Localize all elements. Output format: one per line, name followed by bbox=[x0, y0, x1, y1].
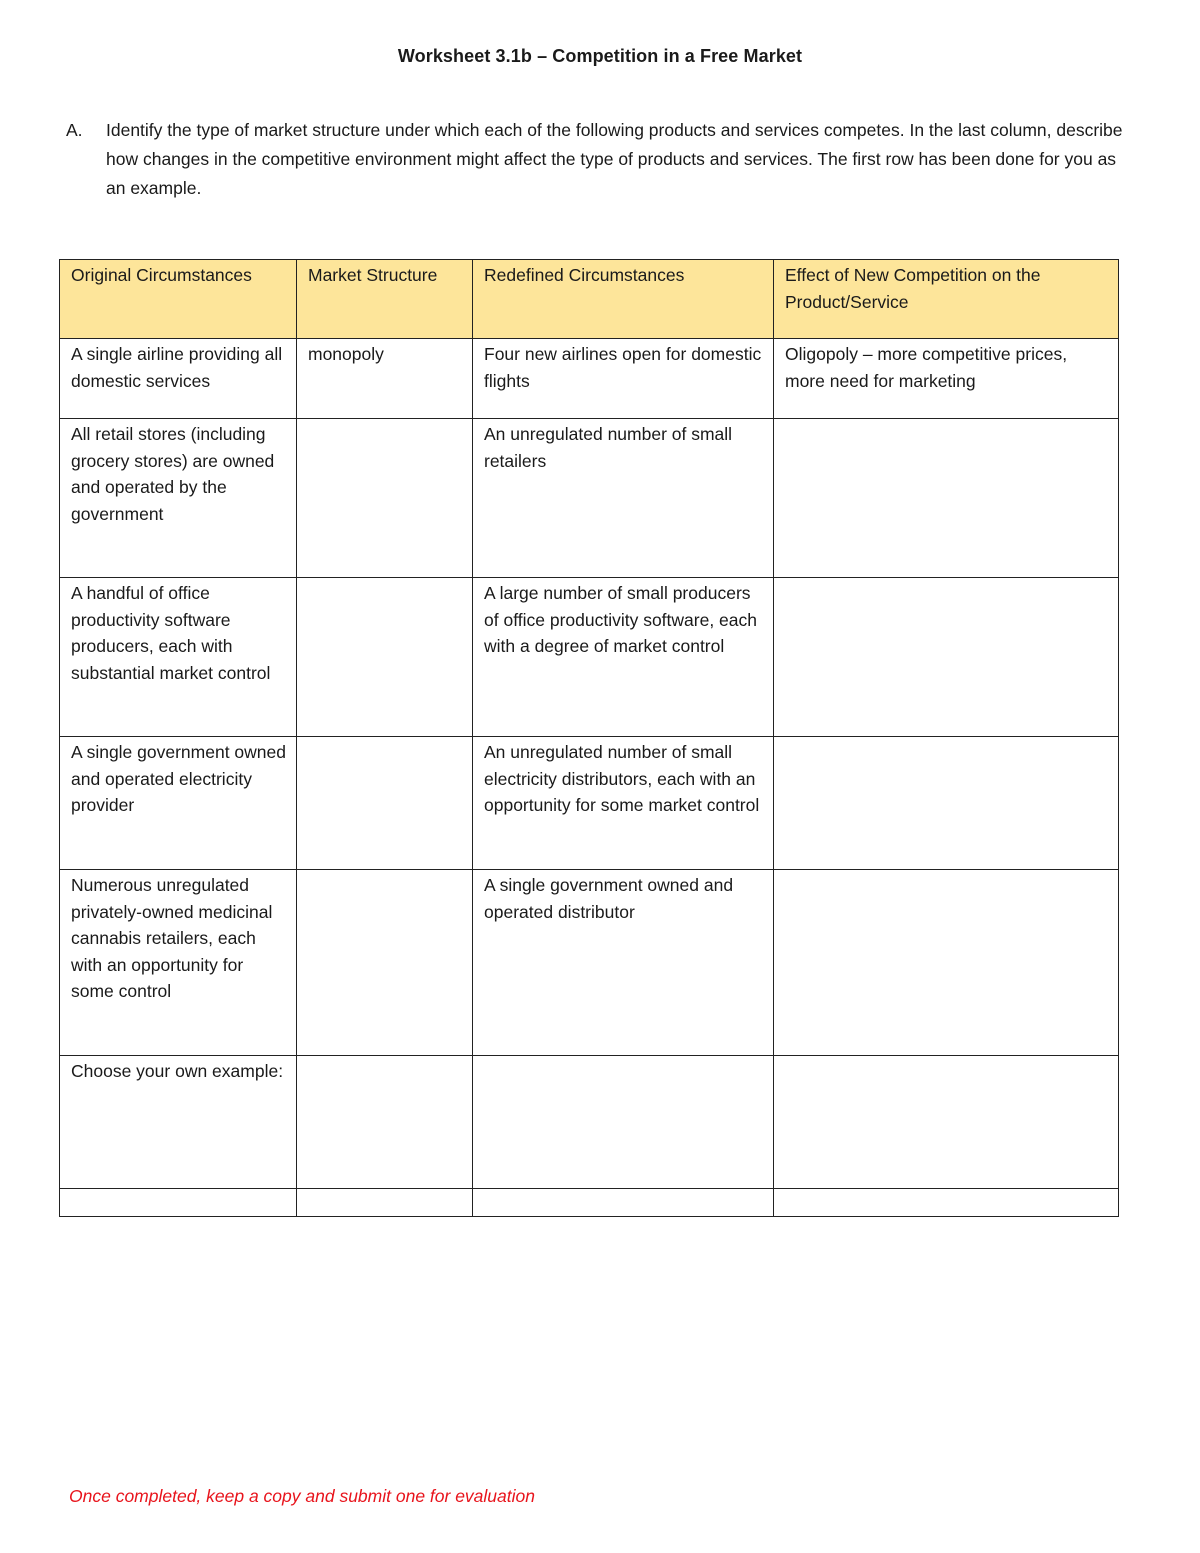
cell-effect-answer[interactable] bbox=[774, 578, 1119, 737]
table-row bbox=[60, 419, 1119, 578]
cell-redefined: A large number of small producers of office productivity software, each with a degree of market control bbox=[473, 578, 774, 737]
cell-original: Numerous unregulated privately-owned medicinal cannabis retailers, each with an opportunity for some control bbox=[60, 870, 297, 1056]
cell-original: A handful of office productivity software producers, each with substantial market control bbox=[60, 578, 297, 737]
cell-market-structure-answer[interactable] bbox=[297, 1056, 473, 1189]
cell-effect-answer[interactable] bbox=[774, 419, 1119, 578]
cell-redefined: An unregulated number of small retailers bbox=[473, 419, 774, 578]
table-row bbox=[60, 1189, 1119, 1217]
cell-effect-answer[interactable] bbox=[774, 737, 1119, 870]
cell-redefined: Four new airlines open for domestic flights bbox=[473, 339, 774, 419]
worksheet-title: Worksheet 3.1b – Competition in a Free Market bbox=[397, 46, 803, 66]
cell-market-structure-answer[interactable] bbox=[297, 1189, 473, 1217]
table-row bbox=[60, 578, 1119, 737]
cell-effect: Oligopoly – more competitive prices, more need for marketing bbox=[774, 339, 1119, 419]
cell-redefined-answer[interactable] bbox=[473, 1189, 774, 1217]
header-original-circumstances: Original Circumstances bbox=[60, 260, 297, 339]
cell-redefined: A single government owned and operated distributor bbox=[473, 870, 774, 1056]
worksheet-table bbox=[59, 259, 1119, 1217]
instruction-marker: A. bbox=[66, 120, 83, 140]
cell-original: Choose your own example: bbox=[60, 1056, 297, 1189]
table-row bbox=[60, 737, 1119, 870]
table-row bbox=[60, 870, 1119, 1056]
header-market-structure: Market Structure bbox=[297, 260, 473, 339]
cell-market-structure: monopoly bbox=[297, 339, 473, 419]
header-effect-of-competition: Effect of New Competition on the Product/Service bbox=[774, 260, 1119, 339]
header-redefined-circumstances: Redefined Circumstances bbox=[473, 260, 774, 339]
cell-original: A single airline providing all domestic services bbox=[60, 339, 297, 419]
cell-market-structure-answer[interactable] bbox=[297, 578, 473, 737]
cell-redefined-answer[interactable] bbox=[473, 1056, 774, 1189]
cell-original: All retail stores (including grocery stores) are owned and operated by the government bbox=[60, 419, 297, 578]
table-row bbox=[60, 339, 1119, 419]
cell-effect-answer[interactable] bbox=[774, 1189, 1119, 1217]
cell-market-structure-answer[interactable] bbox=[297, 737, 473, 870]
instruction-text: Identify the type of market structure under which each of the following products and services competes. In the last column, describe how changes in the competitive environment might affect the type of products and services. The first row has been done for you as an example. bbox=[106, 120, 1123, 198]
cell-original: A single government owned and operated electricity provider bbox=[60, 737, 297, 870]
submission-note: Once completed, keep a copy and submit one for evaluation bbox=[69, 1486, 535, 1506]
instruction-paragraph bbox=[66, 116, 1126, 203]
cell-market-structure-answer[interactable] bbox=[297, 419, 473, 578]
cell-effect-answer[interactable] bbox=[774, 1056, 1119, 1189]
cell-redefined: An unregulated number of small electricity distributors, each with an opportunity for some market control bbox=[473, 737, 774, 870]
cell-original-answer[interactable] bbox=[60, 1189, 297, 1217]
table-row bbox=[60, 1056, 1119, 1189]
cell-market-structure-answer[interactable] bbox=[297, 870, 473, 1056]
cell-effect-answer[interactable] bbox=[774, 870, 1119, 1056]
table-header-row bbox=[60, 260, 1119, 339]
